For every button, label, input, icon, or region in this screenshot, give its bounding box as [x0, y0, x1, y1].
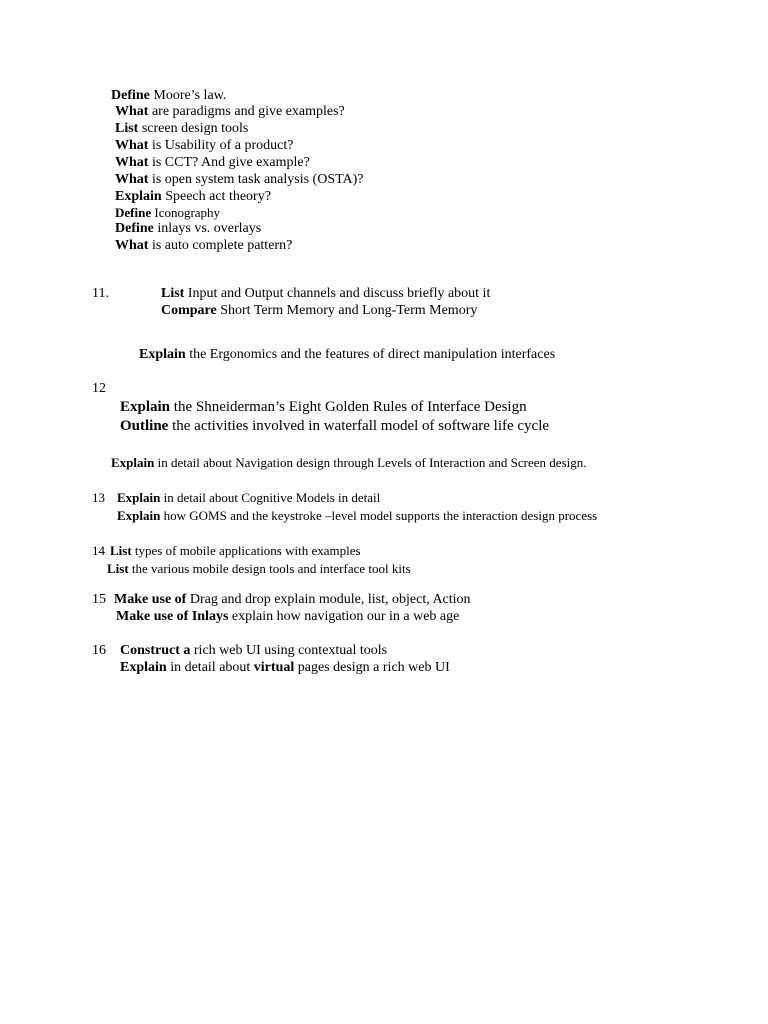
question-line: What is open system task analysis (OSTA)? — [115, 172, 364, 187]
question-line: Explain Speech act theory? — [115, 189, 271, 204]
question-number: 12 — [92, 381, 106, 396]
question-line: What is Usability of a product? — [115, 138, 294, 153]
question-line: What is auto complete pattern? — [115, 238, 293, 253]
question-line: List the various mobile design tools and interface tool kits — [107, 561, 411, 576]
question-line: What is CCT? And give example? — [115, 155, 310, 170]
question-line: Define Iconography — [115, 205, 221, 220]
question-line: Define Moore’s law. — [111, 88, 227, 103]
question-line: 14 List types of mobile applications with examples — [92, 543, 361, 558]
question-line: List screen design tools — [115, 121, 249, 136]
question-line: Define inlays vs. overlays — [115, 221, 262, 236]
question-line: List Input and Output channels and discuss briefly about it — [161, 286, 491, 301]
question-line: 16 Construct a rich web UI using contextual tools — [92, 643, 388, 658]
question-line: Outline the activities involved in waterfall model of software life cycle — [120, 418, 550, 434]
question-line: Explain in detail about Navigation design through Levels of Interaction and Screen design. — [111, 455, 587, 470]
question-line: 13 Explain in detail about Cognitive Models in detail — [92, 490, 381, 505]
question-line: Explain the Ergonomics and the features of direct manipulation interfaces — [139, 347, 556, 362]
question-number: 16 — [92, 643, 106, 658]
question-number: 13 — [92, 490, 105, 505]
question-line: Make use of Inlays explain how navigation our in a web age — [116, 609, 460, 624]
question-line: What are paradigms and give examples? — [115, 104, 345, 119]
question-line: Explain how GOMS and the keystroke –level model supports the interaction design process — [117, 508, 598, 523]
question-number: 11. — [92, 286, 109, 301]
question-line: Compare Short Term Memory and Long-Term Memory — [161, 303, 478, 318]
question-line: 15 Make use of Drag and drop explain module, list, object, Action — [92, 592, 471, 607]
question-number: 15 — [92, 592, 106, 607]
question-number: 14 — [92, 543, 105, 558]
question-line: Explain the Shneiderman’s Eight Golden Rules of Interface Design — [120, 399, 527, 415]
question-line: Explain in detail about virtual pages design a rich web UI — [120, 660, 450, 675]
